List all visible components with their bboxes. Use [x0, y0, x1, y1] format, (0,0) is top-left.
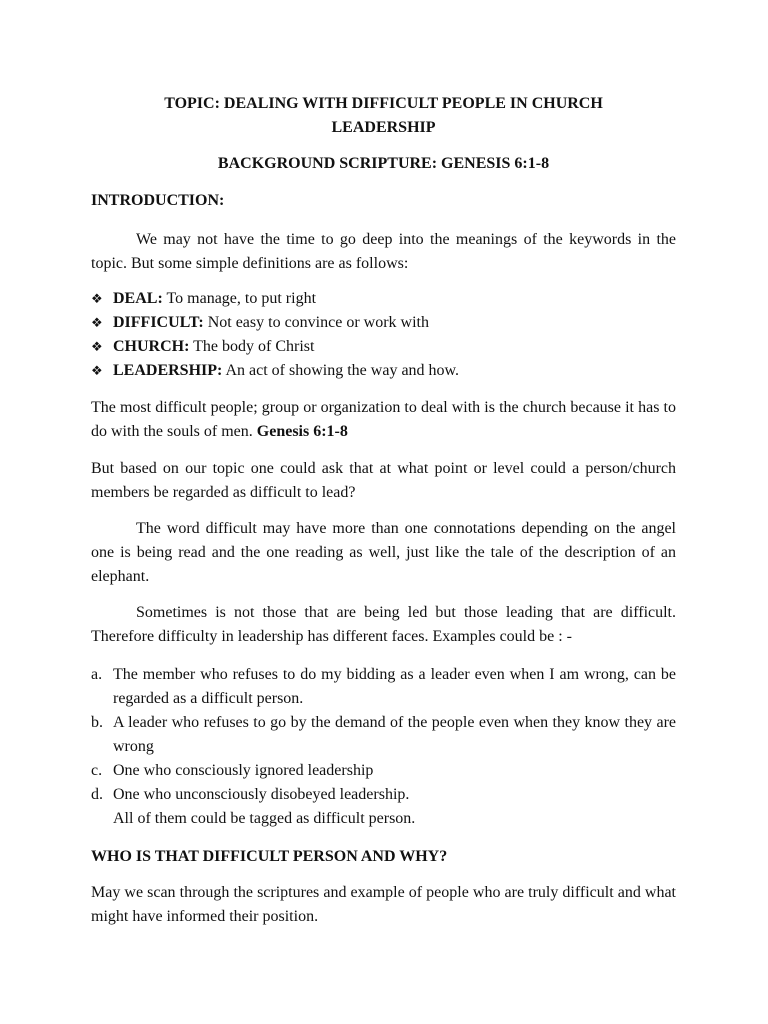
definitions-list: [91, 287, 676, 383]
example-text: A leader who refuses to go by the demand of the people even when they know they are wrong: [113, 714, 676, 755]
church-paragraph: [91, 396, 676, 444]
example-text: The member who refuses to do my bidding as a leader even when I am wrong, can be regarded as a difficult person.: [113, 666, 676, 707]
diamond-bullet-icon: ❖: [91, 339, 103, 354]
background-scripture: BACKGROUND SCRIPTURE: GENESIS 6:1-8: [217, 155, 550, 172]
diamond-bullet-icon: ❖: [91, 291, 103, 306]
definition-term: LEADERSHIP:: [113, 362, 223, 379]
topic-title-line-1: TOPIC: DEALING WITH DIFFICULT PEOPLE IN CHURCH: [164, 95, 603, 112]
examples-summary: All of them could be tagged as difficult person.: [113, 810, 416, 827]
example-text: One who consciously ignored leadership: [113, 762, 374, 779]
who-heading: WHO IS THAT DIFFICULT PERSON AND WHY?: [91, 848, 448, 865]
scan-paragraph: May we scan through the scriptures and example of people who are truly difficult and what might have informed their position.: [91, 884, 676, 925]
topic-title-line-2: LEADERSHIP: [331, 119, 436, 136]
example-item: [91, 759, 676, 783]
definition-term: DEAL:: [113, 290, 163, 307]
scripture-reference: Genesis 6:1-8: [256, 423, 348, 440]
diamond-bullet-icon: ❖: [91, 363, 103, 378]
definition-item: [91, 335, 676, 359]
definition-text: Not easy to convince or work with: [203, 314, 429, 331]
definition-text: To manage, to put right: [162, 290, 317, 307]
example-item: [91, 783, 676, 807]
sometimes-paragraph: Sometimes is not those that are being led but those leading that are difficult. Therefore difficulty in leadership has different faces. Examples could be : -: [91, 604, 676, 645]
example-item: [91, 663, 676, 711]
example-marker: c.: [91, 762, 103, 779]
connotations-paragraph: The word difficult may have more than one connotations depending on the angel one is being read and the one reading as well, just like the tale of the description of an elephant.: [91, 520, 676, 585]
church-paragraph-text: The most difficult people; group or organization to deal with is the church because it has to do with the souls of men.: [91, 399, 676, 440]
definition-text: An act of showing the way and how.: [222, 362, 460, 379]
examples-list: [91, 663, 676, 831]
definition-term: CHURCH:: [113, 338, 190, 355]
example-marker: a.: [91, 666, 103, 683]
definition-item: [91, 311, 676, 335]
definition-item: [91, 287, 676, 311]
example-marker: d.: [91, 786, 103, 803]
example-item: [91, 711, 676, 759]
topic-title: [91, 92, 676, 140]
example-marker: b.: [91, 714, 103, 731]
example-text: One who unconsciously disobeyed leadership.: [113, 786, 410, 803]
diamond-bullet-icon: ❖: [91, 315, 103, 330]
definition-term: DIFFICULT:: [113, 314, 204, 331]
definition-text: The body of Christ: [189, 338, 315, 355]
definition-item: [91, 359, 676, 383]
question-paragraph: But based on our topic one could ask that at what point or level could a person/church members be regarded as difficult to lead?: [91, 460, 676, 501]
intro-paragraph: We may not have the time to go deep into the meanings of the keywords in the topic. But some simple definitions are as follows:: [91, 231, 676, 272]
introduction-heading: INTRODUCTION:: [91, 192, 225, 209]
